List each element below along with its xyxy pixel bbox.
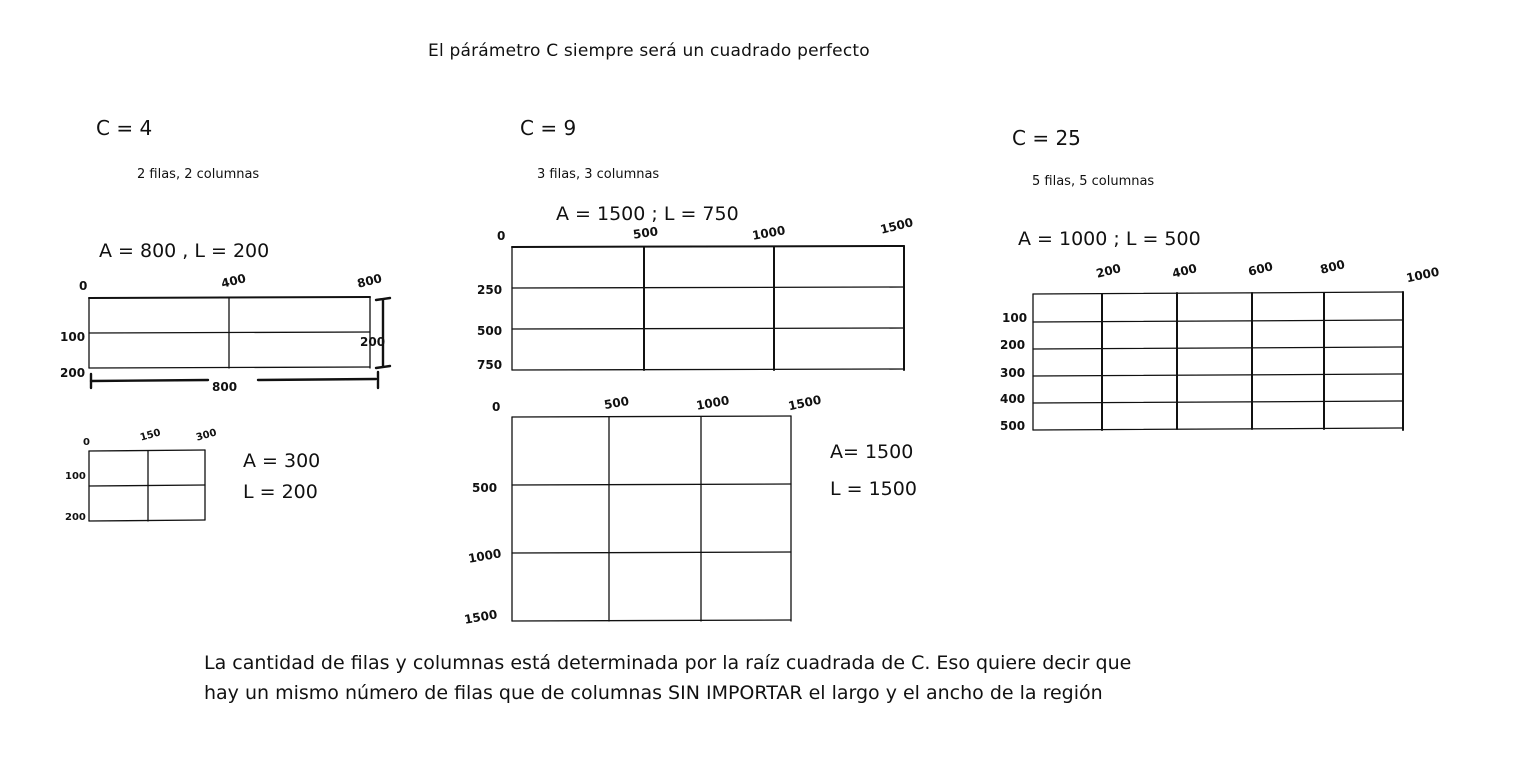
c9-ex1-ytick-3: 750 [477,358,503,372]
footer-line-2: hay un mismo número de filas que de columnas SIN IMPORTAR el largo y el ancho de la región [204,682,1103,704]
c25-ex1-label: A = 1000 ; L = 500 [1018,228,1201,250]
c4-ex2-xtick-0: 0 [83,437,90,448]
case-heading-c4: C = 4 [96,116,153,140]
c4-ex2-label-l: L = 200 [243,481,318,503]
c4-ex2-ytick-2: 200 [65,512,86,523]
c4-ex1-xtick-0: 0 [79,279,88,293]
c4-ex1-ytick-1: 100 [60,330,86,344]
c9-ex2-xtick-2: 1000 [695,393,731,413]
c9-ex1-label: A = 1500 ; L = 750 [556,203,739,225]
c4-ex2-ytick-1: 100 [65,471,86,482]
c25-ex1-ytick-2: 200 [1000,338,1026,352]
c4-ex1-measure-lines [88,296,388,396]
c9-ex1-grid [511,246,911,376]
c9-ex1-xtick-1: 500 [632,224,659,242]
c25-ex1-ytick-1: 100 [1002,311,1028,325]
c25-ex1-xtick-2: 400 [1170,261,1199,281]
c9-ex1-ytick-2: 500 [477,324,503,338]
c9-ex2-grid [511,416,801,626]
c4-ex1-label: A = 800 , L = 200 [99,240,270,262]
c4-ex1-xtick-2: 800 [355,271,384,291]
case-heading-c9: C = 9 [520,116,577,140]
case-subtitle-c4: 2 filas, 2 columnas [137,167,260,182]
c9-ex1-xtick-2: 1000 [751,223,787,243]
c25-ex1-xtick-5: 1000 [1404,264,1441,286]
c9-ex2-ytick-2: 1000 [467,546,503,566]
c4-ex1-xtick-1: 400 [219,271,248,291]
c9-ex2-xtick-1: 500 [602,393,631,413]
c4-ex1-height-annotation: 200 [360,335,386,349]
c4-ex2-xtick-2: 300 [194,427,218,444]
c25-ex1-xtick-4: 800 [1318,257,1347,277]
c9-ex1-ytick-1: 250 [477,283,503,297]
c4-ex1-ytick-2: 200 [60,366,86,380]
c9-ex2-label-l: L = 1500 [830,478,917,500]
c9-ex2-ytick-3: 1500 [463,607,499,627]
c9-ex2-xtick-3: 1500 [786,392,823,414]
c25-ex1-xtick-1: 200 [1094,261,1123,281]
c4-ex1-width-annotation: 800 [212,380,238,394]
c9-ex1-xtick-3: 1500 [878,215,915,237]
case-subtitle-c9: 3 filas, 3 columnas [537,167,660,182]
case-heading-c25: C = 25 [1012,126,1081,150]
c4-ex2-label-a: A = 300 [243,450,321,472]
c25-ex1-grid [1032,292,1422,442]
c25-ex1-xtick-3: 600 [1246,259,1275,279]
c25-ex1-ytick-3: 300 [1000,366,1026,380]
c25-ex1-ytick-4: 400 [1000,392,1026,406]
c9-ex1-xtick-0: 0 [497,229,506,243]
case-subtitle-c25: 5 filas, 5 columnas [1032,174,1155,189]
c9-ex2-label-a: A= 1500 [830,441,914,463]
c9-ex2-xtick-0: 0 [492,400,501,414]
footer-line-1: La cantidad de filas y columnas está determinada por la raíz cuadrada de C. Eso quiere decir que [204,652,1132,674]
c25-ex1-ytick-5: 500 [1000,419,1026,433]
c9-ex2-ytick-1: 500 [472,481,498,495]
c4-ex2-grid [88,450,228,530]
page-title: El párámetro C siempre será un cuadrado perfecto [428,41,870,61]
c4-ex2-xtick-1: 150 [138,427,162,444]
